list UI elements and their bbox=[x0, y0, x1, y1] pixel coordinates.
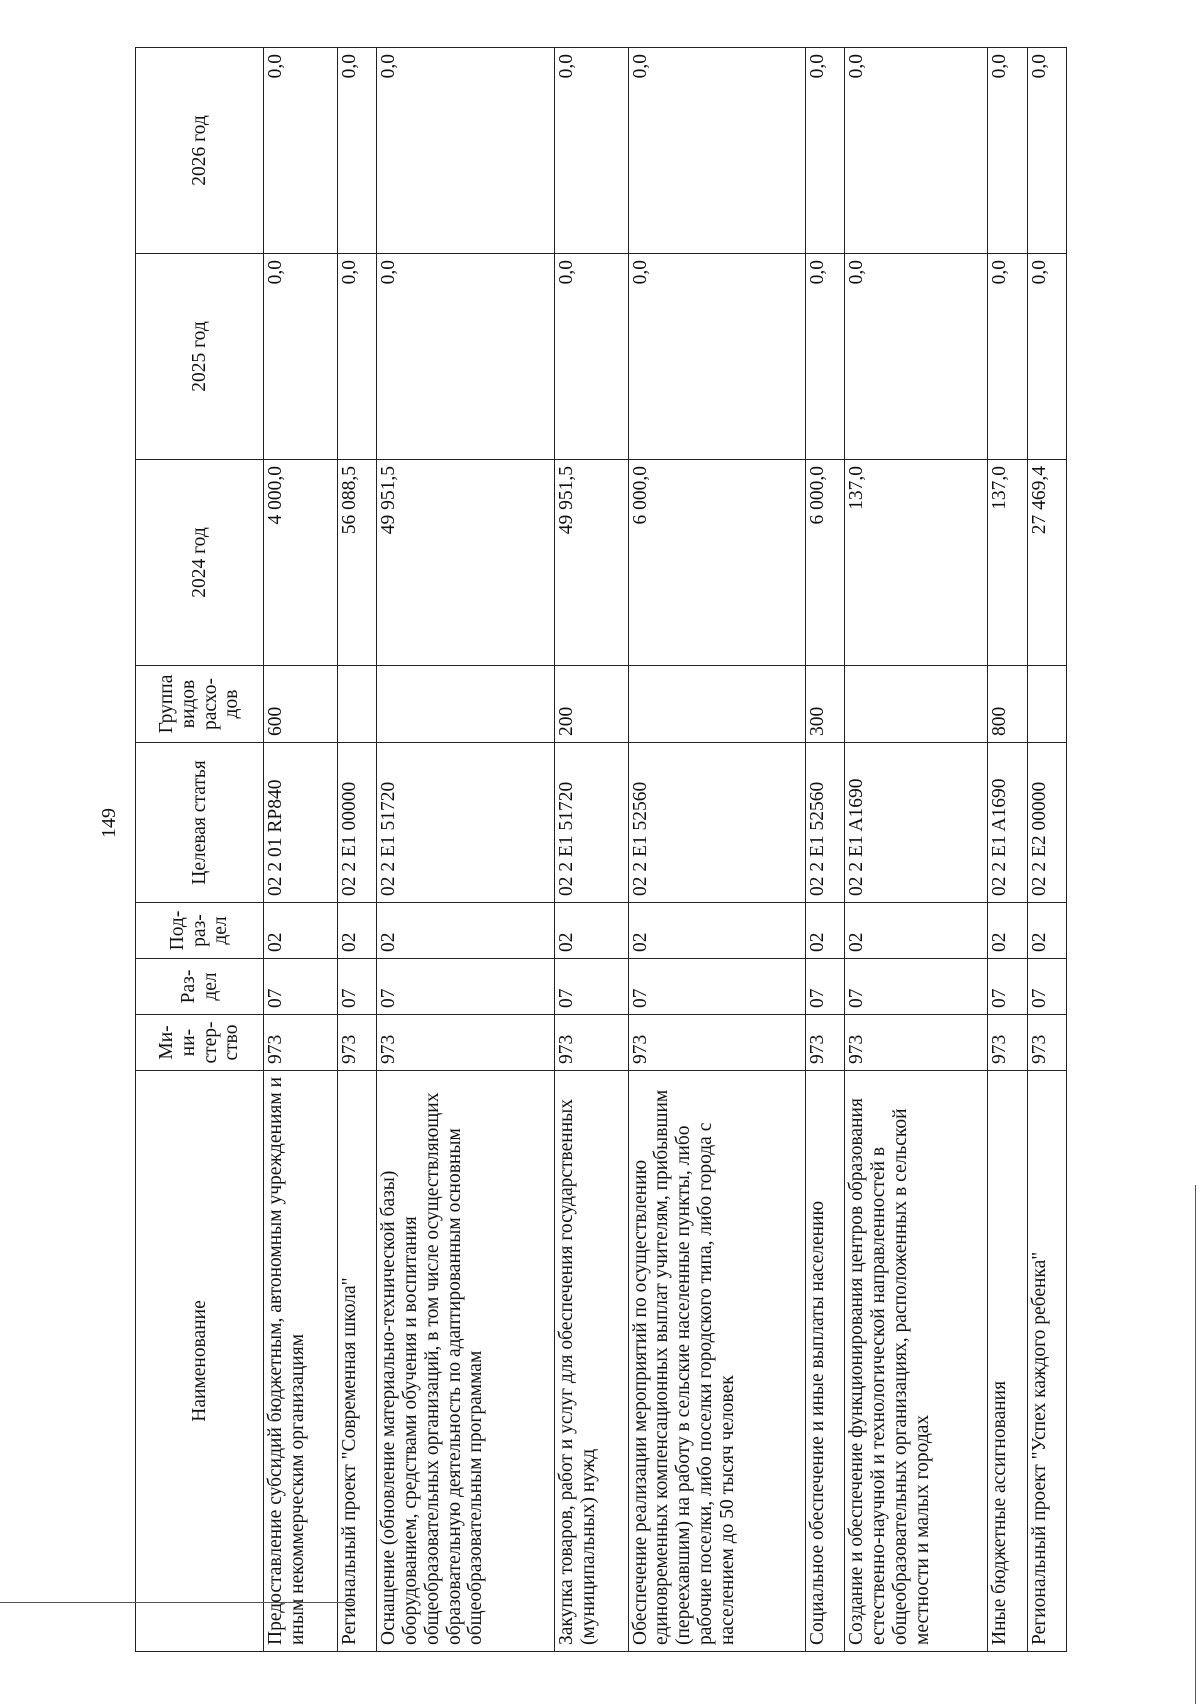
cell-name: Региональный проект "Современная школа" bbox=[337, 1071, 376, 1652]
cell-group bbox=[845, 666, 988, 743]
cell-y2026: 0,0 bbox=[377, 48, 555, 254]
cell-y2025: 0,0 bbox=[554, 254, 628, 460]
cell-y2026: 0,0 bbox=[806, 48, 845, 254]
cell-subsection: 02 bbox=[1027, 903, 1066, 959]
cell-subsection: 02 bbox=[845, 903, 988, 959]
cell-y2024: 27 469,4 bbox=[1027, 460, 1066, 666]
cell-ministry: 973 bbox=[337, 1015, 376, 1071]
scan-edge-line bbox=[0, 1602, 355, 1603]
cell-y2025: 0,0 bbox=[988, 254, 1027, 460]
cell-group bbox=[628, 666, 806, 743]
cell-ministry: 973 bbox=[988, 1015, 1027, 1071]
cell-y2025: 0,0 bbox=[264, 254, 338, 460]
cell-name: Обеспечение реализации мероприятий по осуществлению единовременных компенсационных выплат учителям, прибывшим (переехавшим) на работу в сельские населенные пункты, либо рабочие поселки, либо поселки городского типа, либо города с населением до 50 тысяч человек bbox=[628, 1071, 806, 1652]
cell-name: Социальное обеспечение и иные выплаты населению bbox=[806, 1071, 845, 1652]
col-header-group: Группа видов расхо- дов bbox=[136, 666, 264, 743]
cell-group: 200 bbox=[554, 666, 628, 743]
cell-name: Предоставление субсидий бюджетным, автономным учреждениям и иным некоммерческим организациям bbox=[264, 1071, 338, 1652]
cell-ministry: 973 bbox=[806, 1015, 845, 1071]
col-header-name: Наименование bbox=[136, 1071, 264, 1652]
cell-subsection: 02 bbox=[264, 903, 338, 959]
cell-target: 02 2 E1 A1690 bbox=[988, 743, 1027, 903]
col-header-2025: 2025 год bbox=[136, 254, 264, 460]
cell-target: 02 2 E1 51720 bbox=[377, 743, 555, 903]
cell-y2025: 0,0 bbox=[377, 254, 555, 460]
cell-target: 02 2 E2 00000 bbox=[1027, 743, 1066, 903]
cell-y2024: 137,0 bbox=[988, 460, 1027, 666]
cell-subsection: 02 bbox=[988, 903, 1027, 959]
cell-subsection: 02 bbox=[806, 903, 845, 959]
cell-subsection: 02 bbox=[337, 903, 376, 959]
cell-ministry: 973 bbox=[554, 1015, 628, 1071]
cell-section: 07 bbox=[806, 959, 845, 1015]
cell-name: Региональный проект "Успех каждого ребенка" bbox=[1027, 1071, 1066, 1652]
table-row bbox=[845, 48, 988, 1652]
cell-section: 07 bbox=[337, 959, 376, 1015]
page-number: 149 bbox=[98, 808, 120, 838]
cell-section: 07 bbox=[1027, 959, 1066, 1015]
cell-group bbox=[377, 666, 555, 743]
cell-y2024: 4 000,0 bbox=[264, 460, 338, 666]
cell-ministry: 973 bbox=[845, 1015, 988, 1071]
cell-subsection: 02 bbox=[554, 903, 628, 959]
cell-section: 07 bbox=[264, 959, 338, 1015]
cell-name: Создание и обеспечение функционирования центров образования естественно-научной и технологической направленностей в общеобразовательных организациях, расположенных в сельской местности и малых городах bbox=[845, 1071, 988, 1652]
cell-name: Оснащение (обновление материально-технической базы) оборудованием, средствами обучения и воспитания общеобразовательных организаций, в том числе осуществляющих образовательную деятельность по адаптированным основным общеобразовательным программам bbox=[377, 1071, 555, 1652]
cell-section: 07 bbox=[377, 959, 555, 1015]
cell-ministry: 973 bbox=[628, 1015, 806, 1071]
table-row bbox=[628, 48, 806, 1652]
table-row bbox=[264, 48, 338, 1652]
table-row bbox=[1027, 48, 1066, 1652]
table-body bbox=[264, 48, 1067, 1652]
table-row bbox=[806, 48, 845, 1652]
cell-group: 600 bbox=[264, 666, 338, 743]
cell-y2026: 0,0 bbox=[845, 48, 988, 254]
cell-section: 07 bbox=[554, 959, 628, 1015]
cell-ministry: 973 bbox=[1027, 1015, 1066, 1071]
cell-y2026: 0,0 bbox=[1027, 48, 1066, 254]
cell-target: 02 2 01 RP840 bbox=[264, 743, 338, 903]
col-header-2026: 2026 год bbox=[136, 48, 264, 254]
cell-y2026: 0,0 bbox=[337, 48, 376, 254]
cell-target: 02 2 E1 52560 bbox=[628, 743, 806, 903]
cell-y2024: 6 000,0 bbox=[806, 460, 845, 666]
cell-target: 02 2 E1 52560 bbox=[806, 743, 845, 903]
col-header-ministry: Ми- ни- стер- ство bbox=[136, 1015, 264, 1071]
col-header-target: Целевая статья bbox=[136, 743, 264, 903]
cell-ministry: 973 bbox=[377, 1015, 555, 1071]
cell-target: 02 2 E1 00000 bbox=[337, 743, 376, 903]
table-header-row bbox=[136, 48, 264, 1652]
rotated-page bbox=[135, 48, 1067, 1652]
cell-group bbox=[1027, 666, 1066, 743]
col-header-2024: 2024 год bbox=[136, 460, 264, 666]
cell-y2026: 0,0 bbox=[628, 48, 806, 254]
cell-y2024: 56 088,5 bbox=[337, 460, 376, 666]
col-header-subsection: Под- раз- дел bbox=[136, 903, 264, 959]
cell-y2026: 0,0 bbox=[554, 48, 628, 254]
scan-edge-line bbox=[1195, 1185, 1196, 1704]
cell-y2024: 49 951,5 bbox=[377, 460, 555, 666]
col-header-section: Раз- дел bbox=[136, 959, 264, 1015]
cell-group bbox=[337, 666, 376, 743]
cell-group: 300 bbox=[806, 666, 845, 743]
cell-group: 800 bbox=[988, 666, 1027, 743]
cell-subsection: 02 bbox=[377, 903, 555, 959]
cell-y2024: 49 951,5 bbox=[554, 460, 628, 666]
cell-subsection: 02 bbox=[628, 903, 806, 959]
table-row bbox=[988, 48, 1027, 1652]
budget-table bbox=[135, 47, 1067, 1652]
table-row bbox=[554, 48, 628, 1652]
cell-y2024: 6 000,0 bbox=[628, 460, 806, 666]
cell-y2025: 0,0 bbox=[845, 254, 988, 460]
cell-y2025: 0,0 bbox=[806, 254, 845, 460]
cell-section: 07 bbox=[628, 959, 806, 1015]
cell-y2026: 0,0 bbox=[988, 48, 1027, 254]
table-row bbox=[377, 48, 555, 1652]
cell-name: Иные бюджетные ассигнования bbox=[988, 1071, 1027, 1652]
cell-y2025: 0,0 bbox=[337, 254, 376, 460]
cell-section: 07 bbox=[988, 959, 1027, 1015]
cell-section: 07 bbox=[845, 959, 988, 1015]
cell-y2025: 0,0 bbox=[628, 254, 806, 460]
cell-y2025: 0,0 bbox=[1027, 254, 1066, 460]
cell-y2024: 137,0 bbox=[845, 460, 988, 666]
cell-target: 02 2 E1 A1690 bbox=[845, 743, 988, 903]
table-row bbox=[337, 48, 376, 1652]
cell-y2026: 0,0 bbox=[264, 48, 338, 254]
cell-target: 02 2 E1 51720 bbox=[554, 743, 628, 903]
cell-name: Закупка товаров, работ и услуг для обеспечения государственных (муниципальных) нужд bbox=[554, 1071, 628, 1652]
cell-ministry: 973 bbox=[264, 1015, 338, 1071]
